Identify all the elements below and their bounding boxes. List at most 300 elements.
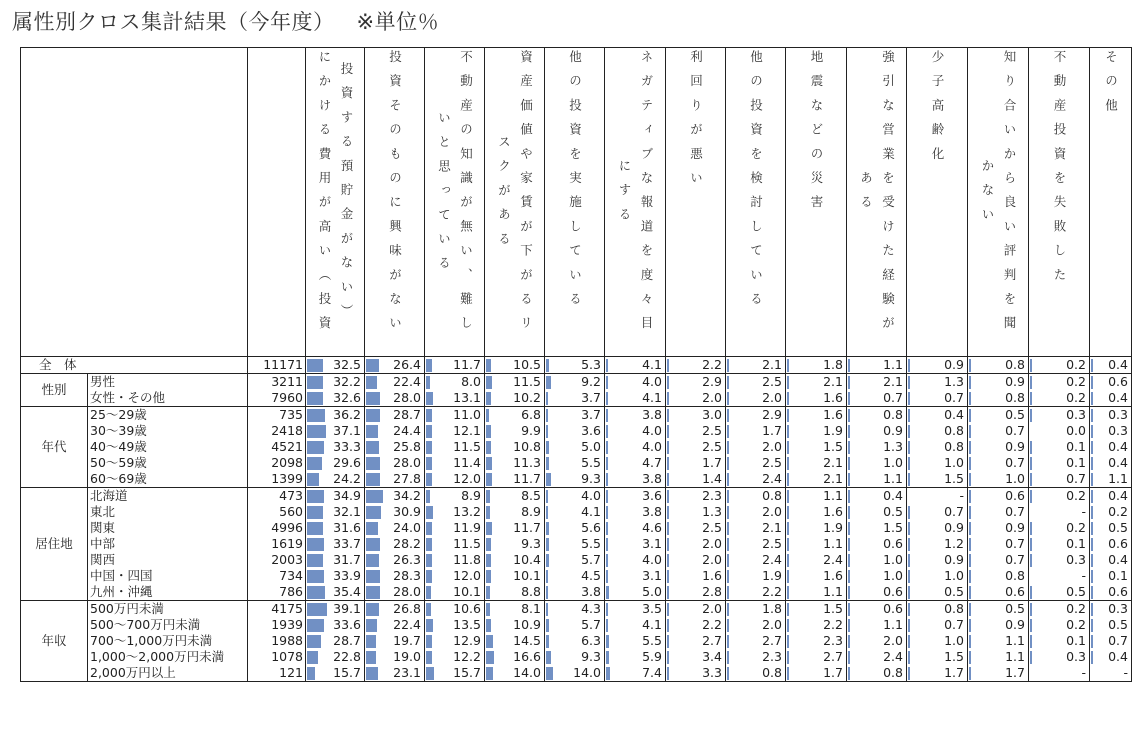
value-cell	[726, 633, 786, 649]
column-header-text	[847, 48, 906, 340]
value-cell	[726, 439, 786, 455]
value-bar	[1030, 376, 1032, 389]
value-cell	[847, 601, 907, 618]
value-cell	[847, 649, 907, 665]
value-text: 1.1	[823, 584, 843, 599]
value-text: 11.5	[513, 374, 541, 389]
value-cell	[306, 552, 365, 568]
value-text: 28.0	[393, 584, 421, 599]
value-text: 10.4	[513, 552, 541, 567]
value-bar	[667, 538, 669, 551]
value-text: 2.7	[702, 633, 722, 648]
value-cell	[907, 601, 968, 618]
value-text: 2.1	[762, 520, 782, 535]
value-cell	[605, 423, 666, 439]
value-text: 10.9	[513, 617, 541, 632]
value-cell	[847, 520, 907, 536]
row-sub-label: 中国・四国	[88, 568, 248, 584]
value-text: 0.2	[1108, 504, 1128, 519]
value-text: 1.1	[883, 471, 903, 486]
value-text: 0.2	[1066, 357, 1086, 372]
value-cell	[1029, 617, 1090, 633]
value-text: 2.2	[702, 357, 722, 372]
value-bar	[787, 538, 789, 551]
value-text: 1.3	[702, 504, 722, 519]
value-cell	[666, 374, 726, 391]
value-cell	[907, 423, 968, 439]
value-cell	[545, 633, 605, 649]
value-cell	[605, 390, 666, 407]
value-text: 22.4	[393, 617, 421, 632]
value-text: 5.9	[642, 649, 662, 664]
value-cell	[485, 455, 545, 471]
value-cell	[968, 407, 1029, 424]
value-cell	[907, 536, 968, 552]
value-bar	[486, 473, 492, 486]
value-bar	[908, 473, 910, 486]
crosstab-table	[20, 47, 1132, 682]
value-text: 1.9	[823, 423, 843, 438]
value-cell	[545, 520, 605, 536]
value-cell	[847, 423, 907, 439]
value-bar	[486, 392, 491, 405]
value-bar	[969, 506, 971, 519]
value-cell	[666, 649, 726, 665]
value-text: 2.1	[823, 455, 843, 470]
value-bar	[667, 425, 669, 438]
value-text: 10.6	[453, 601, 481, 616]
value-text: 3.7	[581, 390, 601, 405]
value-text: 0.7	[1066, 471, 1086, 486]
value-cell	[485, 633, 545, 649]
value-cell	[485, 390, 545, 407]
value-cell	[306, 374, 365, 391]
value-cell	[666, 617, 726, 633]
column-header	[726, 48, 786, 357]
table-row	[21, 407, 1132, 424]
value-bar	[727, 441, 729, 454]
value-cell	[605, 520, 666, 536]
value-text: 0.5	[883, 504, 903, 519]
value-text: 33.9	[333, 568, 361, 583]
value-bar	[307, 473, 319, 486]
value-cell	[1029, 488, 1090, 505]
value-cell	[1029, 357, 1090, 374]
value-bar	[1091, 359, 1093, 372]
value-cell	[1029, 649, 1090, 665]
table-row	[21, 455, 1132, 471]
value-cell	[786, 617, 847, 633]
value-bar	[366, 522, 378, 535]
table-row	[21, 390, 1132, 407]
value-text: 2.1	[883, 374, 903, 389]
value-cell	[306, 439, 365, 455]
value-text: 15.7	[453, 665, 481, 680]
value-cell	[1029, 601, 1090, 618]
value-cell	[1090, 488, 1132, 505]
value-text: 32.6	[333, 390, 361, 405]
value-bar	[667, 392, 669, 405]
value-text: 14.5	[513, 633, 541, 648]
value-cell	[485, 536, 545, 552]
value-cell	[545, 617, 605, 633]
table-row	[21, 584, 1132, 601]
value-text: 4.5	[581, 568, 601, 583]
value-text: 1.6	[823, 504, 843, 519]
table-row	[21, 552, 1132, 568]
value-bar	[486, 667, 493, 680]
value-text: 0.8	[1005, 357, 1025, 372]
column-header-line: 投資する預貯金がない）	[339, 62, 354, 329]
value-cell	[786, 374, 847, 391]
value-cell	[847, 374, 907, 391]
value-bar	[727, 538, 729, 551]
value-text: 5.6	[581, 520, 601, 535]
value-bar	[1030, 441, 1032, 454]
value-bar	[546, 506, 548, 519]
value-bar	[606, 554, 608, 567]
value-text: 0.8	[1005, 390, 1025, 405]
value-text: 32.1	[333, 504, 361, 519]
table-row	[21, 439, 1132, 455]
value-cell	[365, 390, 425, 407]
value-bar	[426, 603, 431, 616]
value-cell	[605, 536, 666, 552]
value-bar	[426, 554, 432, 567]
value-cell	[907, 455, 968, 471]
value-cell	[1029, 374, 1090, 391]
value-bar	[1030, 359, 1032, 372]
value-bar	[426, 506, 433, 519]
value-text: 28.0	[393, 390, 421, 405]
value-bar	[667, 473, 669, 486]
value-cell	[666, 407, 726, 424]
value-bar	[426, 651, 432, 664]
value-text: 2.5	[702, 439, 722, 454]
value-cell	[666, 471, 726, 488]
value-bar	[667, 603, 669, 616]
value-bar	[848, 538, 850, 551]
value-text: 11.7	[453, 357, 481, 372]
value-cell	[786, 439, 847, 455]
row-sample-size: 1619	[248, 536, 306, 552]
value-bar	[908, 506, 910, 519]
value-cell	[726, 536, 786, 552]
column-header-text	[545, 48, 604, 316]
value-cell	[485, 584, 545, 601]
value-bar	[727, 635, 729, 648]
value-cell	[726, 649, 786, 665]
value-cell	[1029, 407, 1090, 424]
value-cell	[907, 633, 968, 649]
value-cell	[1029, 665, 1090, 682]
value-bar	[307, 570, 324, 583]
value-text: 25.8	[393, 439, 421, 454]
value-cell	[726, 504, 786, 520]
value-text: 0.4	[1108, 390, 1128, 405]
value-cell	[605, 471, 666, 488]
table-row	[21, 649, 1132, 665]
value-bar	[908, 635, 910, 648]
value-cell	[485, 423, 545, 439]
column-header-text	[306, 48, 364, 340]
value-bar	[1091, 409, 1093, 422]
table-row	[21, 617, 1132, 633]
value-cell	[306, 568, 365, 584]
value-cell	[485, 601, 545, 618]
value-text: 0.1	[1066, 455, 1086, 470]
value-text: 3.0	[702, 407, 722, 422]
value-text: 4.0	[642, 423, 662, 438]
value-bar	[366, 425, 378, 438]
value-text: 33.3	[333, 439, 361, 454]
value-cell	[1090, 552, 1132, 568]
value-cell	[907, 617, 968, 633]
value-cell	[968, 649, 1029, 665]
value-bar	[366, 409, 380, 422]
value-bar	[787, 473, 789, 486]
value-cell	[847, 617, 907, 633]
value-cell	[425, 374, 485, 391]
title-unit: ※単位％	[356, 10, 440, 34]
column-header	[1029, 48, 1090, 357]
column-header-line: 強引な営業を受けた経験が	[880, 50, 896, 341]
value-bar	[606, 359, 608, 372]
value-cell	[666, 504, 726, 520]
value-bar	[486, 651, 494, 664]
value-text: 0.5	[1005, 601, 1025, 616]
value-text: 3.8	[581, 584, 601, 599]
value-cell	[907, 665, 968, 682]
value-cell	[545, 665, 605, 682]
row-sample-size: 560	[248, 504, 306, 520]
value-bar	[546, 651, 551, 664]
value-bar	[727, 490, 729, 503]
value-bar	[848, 570, 850, 583]
value-cell	[545, 455, 605, 471]
value-cell	[726, 374, 786, 391]
value-text: 11.5	[453, 439, 481, 454]
value-bar	[787, 441, 789, 454]
value-bar	[667, 651, 669, 664]
value-text: 0.9	[883, 423, 903, 438]
value-bar	[787, 457, 789, 470]
value-bar	[908, 538, 910, 551]
value-cell	[968, 471, 1029, 488]
value-text: -	[1081, 504, 1086, 519]
value-cell	[365, 584, 425, 601]
value-text: 11.0	[453, 407, 481, 422]
value-bar	[787, 490, 789, 503]
value-bar	[486, 457, 492, 470]
value-text: 12.9	[453, 633, 481, 648]
value-bar	[908, 441, 910, 454]
value-bar	[486, 359, 491, 372]
row-sample-size: 2098	[248, 455, 306, 471]
value-cell	[365, 471, 425, 488]
value-text: 11.5	[453, 536, 481, 551]
table-body	[21, 357, 1132, 682]
value-cell	[485, 665, 545, 682]
column-header-line: 不動産投資を失敗した	[1052, 50, 1067, 292]
page-title	[12, 6, 439, 36]
value-bar	[848, 603, 850, 616]
value-text: 2.0	[702, 390, 722, 405]
value-bar	[1030, 490, 1032, 503]
value-bar	[969, 554, 971, 567]
value-text: 11.9	[453, 520, 481, 535]
value-text: 2.0	[883, 633, 903, 648]
value-bar	[727, 651, 729, 664]
value-cell	[1090, 617, 1132, 633]
column-header	[605, 48, 666, 357]
value-cell	[425, 552, 485, 568]
row-sample-size: 1078	[248, 649, 306, 665]
value-text: 28.0	[393, 455, 421, 470]
value-bar	[969, 409, 971, 422]
value-text: 0.5	[1108, 617, 1128, 632]
value-bar	[486, 554, 491, 567]
value-text: 9.9	[521, 423, 541, 438]
value-text: 1.6	[823, 568, 843, 583]
value-cell	[605, 601, 666, 618]
row-sub-label: 男性	[88, 374, 248, 391]
value-cell	[545, 423, 605, 439]
value-cell	[425, 471, 485, 488]
value-text: 3.6	[581, 423, 601, 438]
value-text: 0.6	[1005, 584, 1025, 599]
row-sub-label: 500万円未満	[88, 601, 248, 618]
value-bar	[1030, 651, 1032, 664]
value-bar	[969, 522, 971, 535]
value-bar	[606, 538, 608, 551]
value-cell	[1090, 357, 1132, 374]
row-sample-size: 121	[248, 665, 306, 682]
value-cell	[968, 520, 1029, 536]
value-cell	[726, 455, 786, 471]
column-header-line: ある	[858, 171, 874, 220]
table-row	[21, 423, 1132, 439]
column-header-line: 不動産の知識が無い、難し	[458, 50, 474, 341]
value-bar	[667, 506, 669, 519]
header-row	[21, 48, 1132, 357]
value-bar	[727, 619, 729, 632]
value-text: 11.7	[513, 520, 541, 535]
value-cell	[485, 357, 545, 374]
value-bar	[727, 473, 729, 486]
value-text: 0.4	[883, 488, 903, 503]
value-bar	[727, 522, 729, 535]
column-header	[485, 48, 545, 357]
value-text: 28.7	[393, 407, 421, 422]
value-text: 0.2	[1066, 601, 1086, 616]
value-text: 37.1	[333, 423, 361, 438]
value-bar	[486, 490, 490, 503]
value-bar	[307, 522, 323, 535]
value-bar	[486, 506, 490, 519]
value-bar	[307, 554, 323, 567]
value-cell	[1029, 584, 1090, 601]
value-text: 11.4	[453, 455, 481, 470]
value-cell	[968, 374, 1029, 391]
value-cell	[306, 601, 365, 618]
value-bar	[546, 538, 549, 551]
row-group-label: 年代	[21, 407, 88, 488]
value-cell	[365, 649, 425, 665]
value-text: 2.5	[762, 455, 782, 470]
value-cell	[847, 390, 907, 407]
value-bar	[969, 457, 971, 470]
column-header	[847, 48, 907, 357]
value-text: 14.0	[513, 665, 541, 680]
value-bar	[1091, 376, 1093, 389]
value-bar	[727, 554, 729, 567]
value-cell	[605, 455, 666, 471]
value-bar	[486, 619, 491, 632]
value-cell	[425, 488, 485, 505]
value-bar	[426, 522, 432, 535]
table-row	[21, 520, 1132, 536]
value-cell	[605, 504, 666, 520]
value-text: 7.4	[642, 665, 662, 680]
value-bar	[848, 473, 850, 486]
value-cell	[726, 665, 786, 682]
value-text: 2.0	[762, 617, 782, 632]
column-header	[666, 48, 726, 357]
value-text: 3.8	[642, 407, 662, 422]
value-cell	[726, 601, 786, 618]
value-cell	[786, 357, 847, 374]
value-bar	[848, 392, 850, 405]
value-cell	[306, 390, 365, 407]
value-cell	[1029, 439, 1090, 455]
value-text: 8.1	[521, 601, 541, 616]
value-cell	[786, 504, 847, 520]
value-text: 32.2	[333, 374, 361, 389]
value-cell	[666, 390, 726, 407]
value-cell	[1090, 374, 1132, 391]
value-cell	[968, 423, 1029, 439]
value-bar	[787, 506, 789, 519]
value-text: 8.8	[521, 584, 541, 599]
value-bar	[727, 603, 729, 616]
value-cell	[605, 407, 666, 424]
value-text: 30.9	[393, 504, 421, 519]
row-sample-size: 473	[248, 488, 306, 505]
value-cell	[306, 407, 365, 424]
column-header-text	[485, 48, 544, 340]
value-bar	[546, 359, 549, 372]
value-bar	[1091, 473, 1093, 486]
value-cell	[485, 617, 545, 633]
value-bar	[787, 392, 789, 405]
value-text: 1.5	[883, 520, 903, 535]
value-text: 12.0	[453, 471, 481, 486]
value-bar	[908, 409, 910, 422]
row-sub-label: 25～29歳	[88, 407, 248, 424]
value-text: 0.3	[1066, 407, 1086, 422]
value-bar	[969, 570, 971, 583]
value-bar	[426, 441, 432, 454]
value-bar	[969, 651, 971, 664]
value-cell	[545, 488, 605, 505]
value-bar	[969, 538, 971, 551]
value-cell	[545, 374, 605, 391]
value-text: 2.0	[762, 439, 782, 454]
value-cell	[425, 617, 485, 633]
value-bar	[426, 490, 430, 503]
value-cell	[666, 455, 726, 471]
